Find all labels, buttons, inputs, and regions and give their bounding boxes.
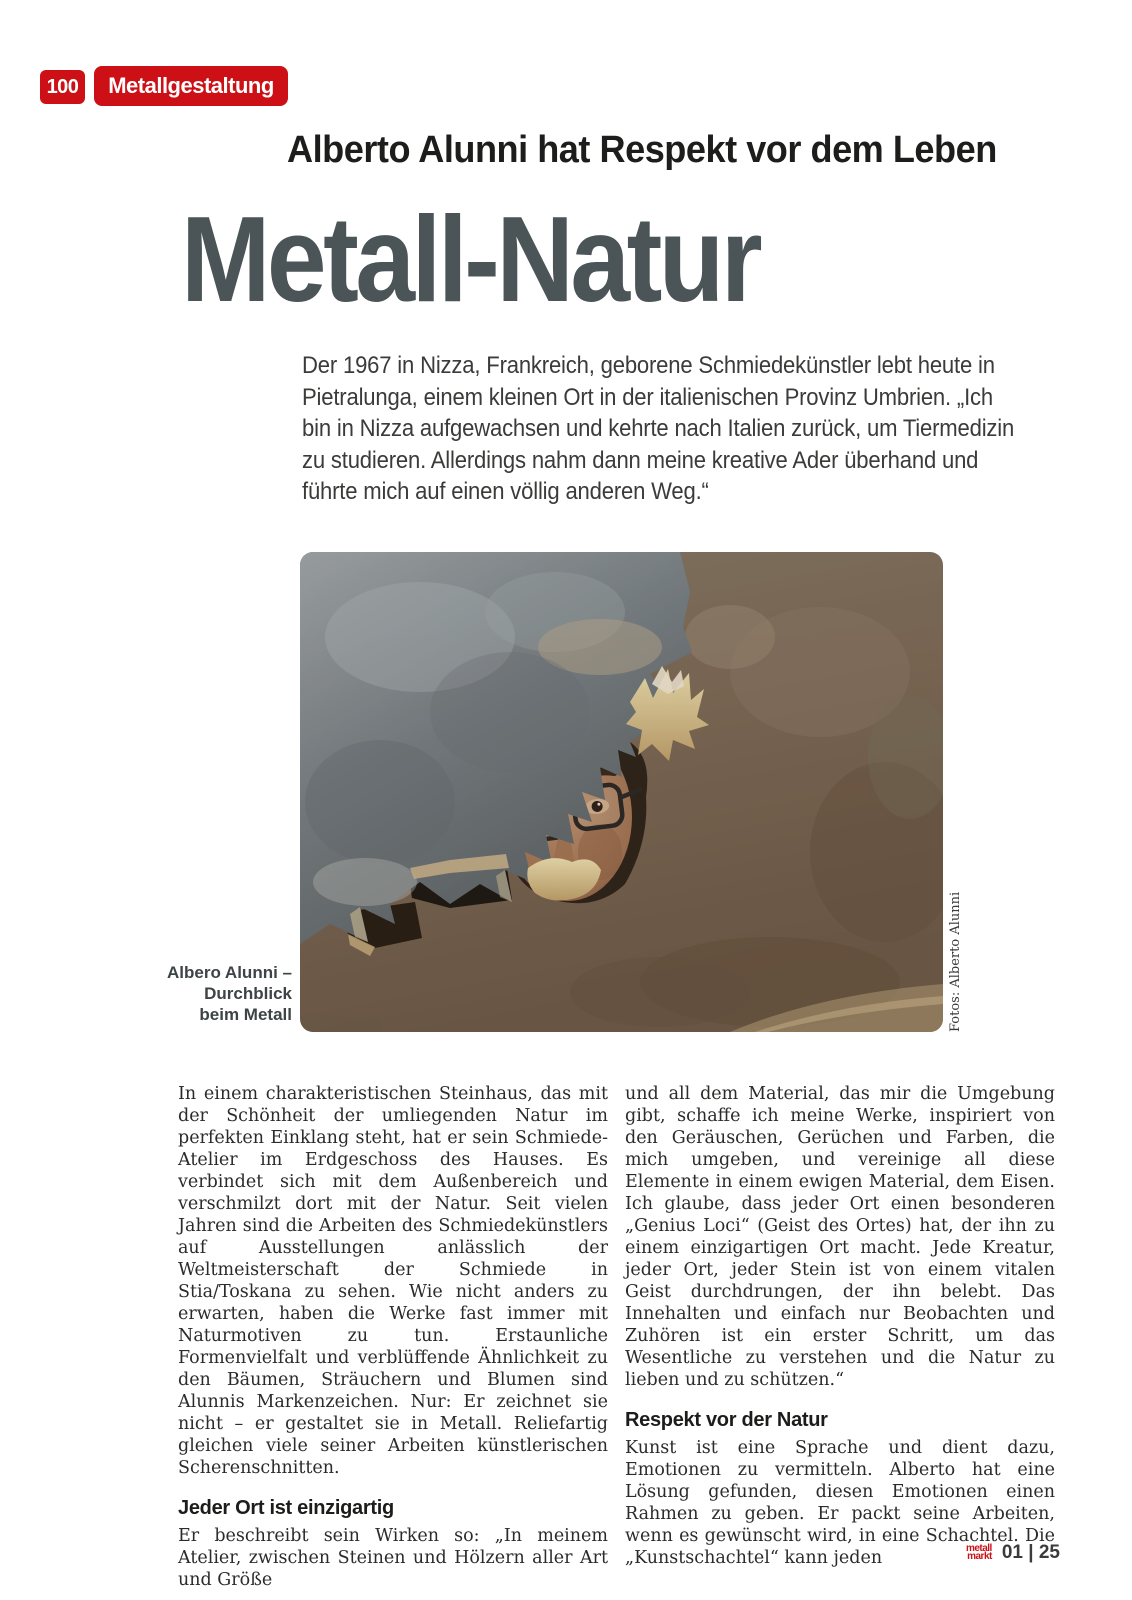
issue-number: 01 | 25 (1001, 1542, 1060, 1563)
page-title: Metall-Natur (181, 191, 760, 327)
body-paragraph: In einem charakteristischen Steinhaus, das mit der Schönheit der umliegenden Natur im perfekten Einklang steht, hat er sein Schmiede-Atelier im Erdgeschoss des Hauses. Es verbindet sich mit dem Außenbereich und verschmilzt dort mit der Natur. Seit vielen Jahren sind die Arbeiten des Schmiedekünstlers auf Ausstellungen anlässlich der Weltmeisterschaft der Schmiede in Stia/Toskana zu sehen. Wie nicht anders zu erwarten, haben die Werke fast immer mit Naturmotiven zu tun. Erstaunliche Formenvielfalt und verblüffende Ähnlichkeit zu den Bäumen, Sträuchern und Blumen sind Alunnis Markenzeichen. Nur: Er zeichnet sie nicht – er gestaltet sie in Metall. Reliefartig gleichen viele seiner Arbeiten künstlerischen Scherenschnitten. (178, 1084, 608, 1478)
magazine-logo (966, 1545, 992, 1561)
page-footer (0, 1542, 1060, 1564)
caption-line: Durchblick (204, 984, 292, 1003)
photo-credit: Fotos: Alberto Alunni (948, 891, 963, 1032)
kicker-headline: Alberto Alunni hat Respekt vor dem Leben (287, 129, 997, 171)
artist-photo (300, 552, 943, 1032)
section-badge: Metallgestaltung (94, 66, 288, 106)
article-column-right (625, 1083, 1055, 1569)
torn-metal-portrait-illustration (300, 552, 943, 1032)
photo-caption (112, 962, 292, 1025)
logo-line: metall (965, 1543, 992, 1554)
body-paragraph: Er beschreibt sein Wirken so: „In meinem Atelier, zwischen Steinen und Hölzern aller Art und Größe (178, 1526, 608, 1590)
page-number-badge: 100 (40, 70, 85, 104)
caption-line: beim Metall (199, 1005, 292, 1024)
caption-line: Albero Alunni – (167, 963, 292, 982)
subheading-jeder-ort: Jeder Ort ist einzigartig (178, 1497, 394, 1519)
body-paragraph: und all dem Material, das mir die Umgebung gibt, schaffe ich meine Werke, inspiriert von den Geräuschen, Gerüchen und Farben, die mich umgeben, und vereinige all diese Elemente in einem ewigen Material, dem Eisen. Ich glaube, dass jeder Ort einen besonderen „Genius Loci“ (Geist des Ortes) hat, der ihn zu einem einzigartigen Ort macht. Jede Kreatur, jeder Ort, jeder Stein ist von einem vitalen Geist durchdrungen, der ihn belebt. Das Innehalten und einfach nur Beobachten und Zuhören ist ein erster Schritt, um das Wesentliche zu verstehen und die Natur zu lieben und zu schützen.“ (625, 1084, 1055, 1390)
intro-paragraph: Der 1967 in Nizza, Frankreich, geborene Schmiedekünstler lebt heute in Pietralunga, einem kleinen Ort in der italienischen Provinz Umbrien. „Ich bin in Nizza aufgewachsen und kehrte nach Italien zurück, um Tiermedizin zu studieren. Allerdings nahm dann meine kreative Ader überhand und führte mich auf einen völlig anderen Weg.“ (302, 352, 1015, 506)
subheading-respekt: Respekt vor der Natur (625, 1409, 828, 1431)
article-column-left (178, 1083, 608, 1591)
logo-line: markt (967, 1551, 992, 1562)
body-paragraph: Kunst ist eine Sprache und dient dazu, Emotionen zu vermitteln. Alberto hat eine Lösung gefunden, diesen Emotionen einen Rahmen zu geben. Er packt seine Arbeiten, wenn es gewünscht wird, in eine Schachtel. Die „Kunstschachtel“ kann jeden (625, 1438, 1055, 1568)
